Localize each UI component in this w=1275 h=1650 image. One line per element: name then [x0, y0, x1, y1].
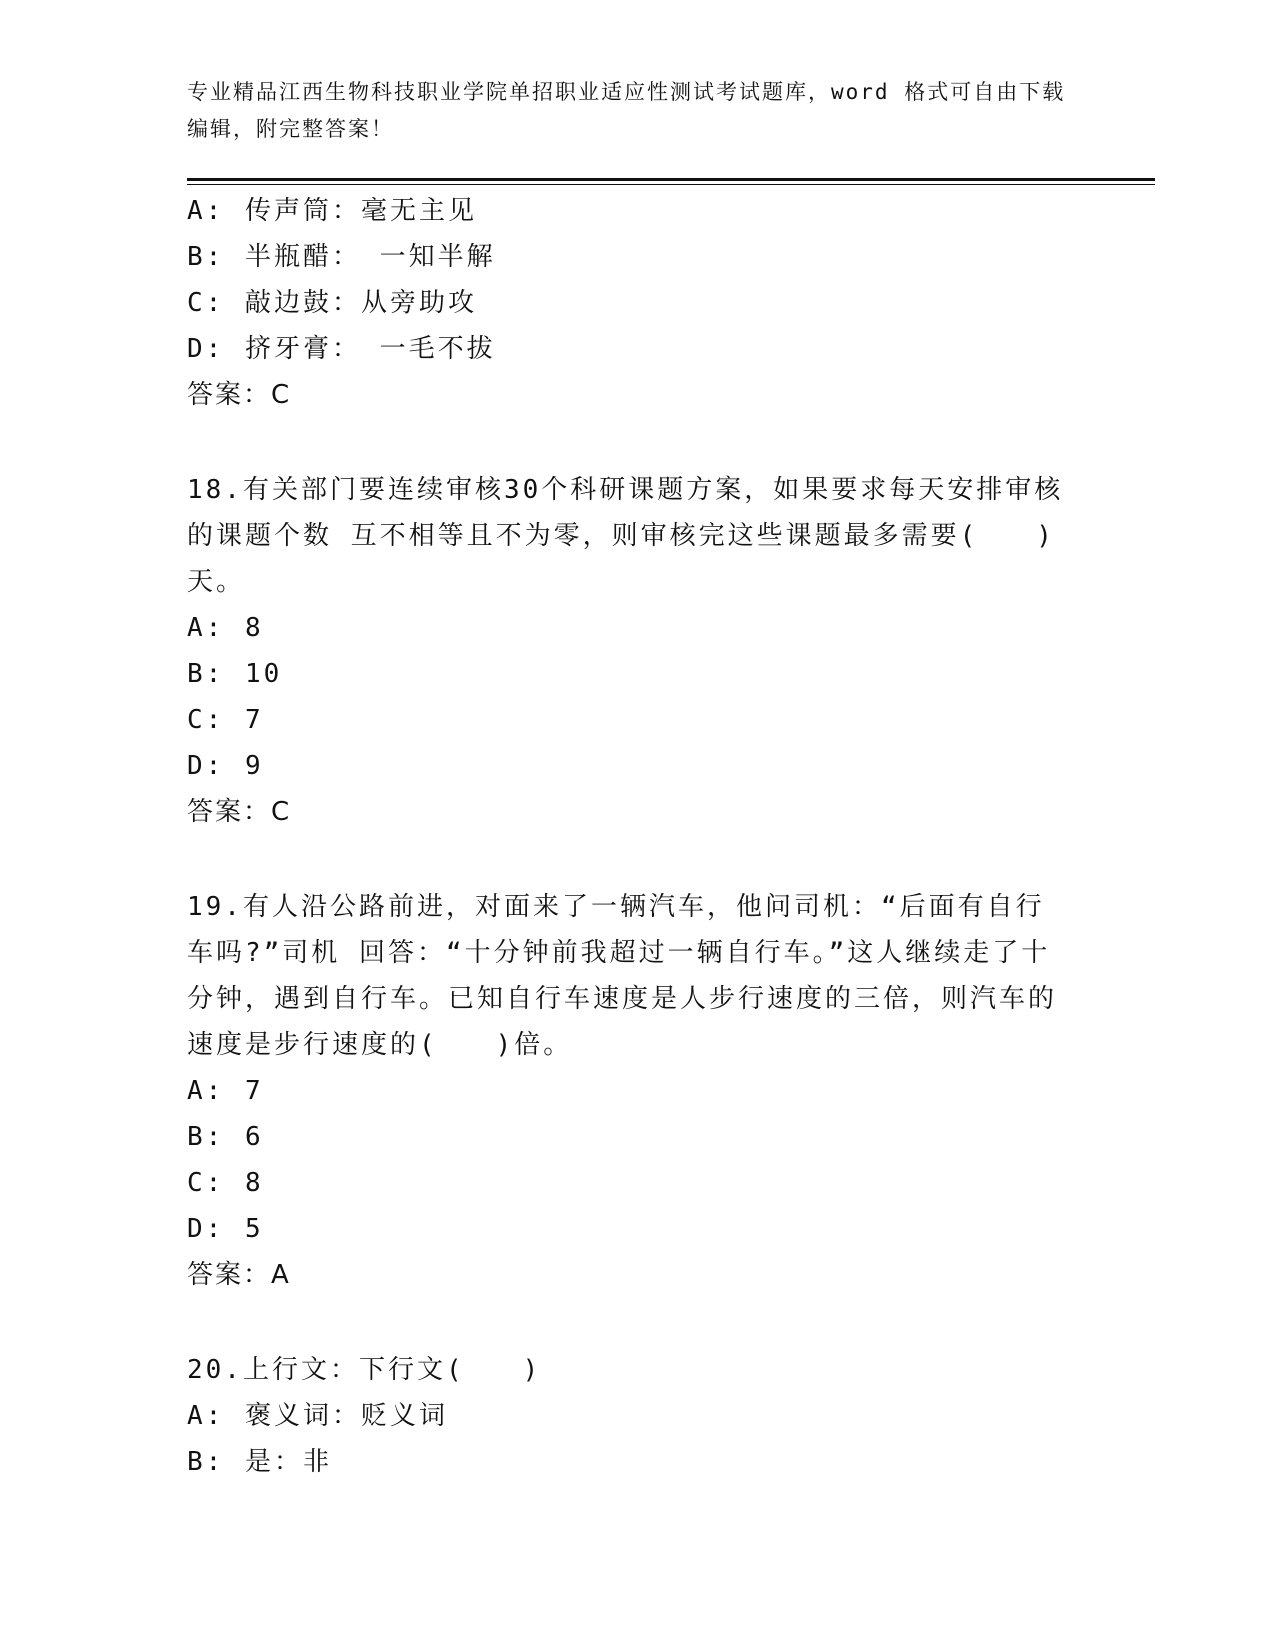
option-b — [187, 651, 1087, 697]
option-letter: B: — [187, 659, 225, 689]
option-text: 是：非 — [245, 1447, 333, 1477]
option-text: 5 — [245, 1214, 264, 1244]
option-c — [187, 1160, 1087, 1206]
option-text: 传声筒：毫无主见 — [245, 196, 478, 226]
answer: 答案：C — [187, 797, 292, 827]
option-letter: C: — [187, 705, 225, 735]
question-17 — [187, 188, 1087, 418]
option-text: 褒义词：贬义词 — [245, 1401, 449, 1431]
option-text: 7 — [245, 1076, 264, 1106]
option-a — [187, 1393, 1087, 1439]
option-a — [187, 188, 1087, 234]
option-letter: A: — [187, 613, 225, 643]
option-text: 9 — [245, 751, 264, 781]
header-rule-thin — [187, 184, 1155, 185]
document-header: 专业精品江西生物科技职业学院单招职业适应性测试考试题库，word 格式可自由下载编辑，附完整答案！ — [187, 80, 1066, 141]
option-letter: C: — [187, 288, 225, 318]
option-text: 挤牙膏： 一毛不拔 — [245, 334, 496, 364]
answer: 答案：A — [187, 1260, 291, 1290]
option-d — [187, 1206, 1087, 1252]
option-letter: C: — [187, 1168, 225, 1198]
option-letter: A: — [187, 196, 225, 226]
question-text: 20.上行文：下行文( ) — [187, 1355, 542, 1385]
option-text: 半瓶醋： 一知半解 — [245, 242, 496, 272]
option-letter: D: — [187, 1214, 225, 1244]
option-letter: B: — [187, 1122, 225, 1152]
option-letter: A: — [187, 1076, 225, 1106]
option-b — [187, 1114, 1087, 1160]
option-text: 10 — [245, 659, 283, 689]
option-letter: D: — [187, 751, 225, 781]
answer: 答案：C — [187, 380, 292, 410]
option-text: 8 — [245, 613, 264, 643]
question-18 — [187, 467, 1087, 835]
question-content — [187, 188, 1087, 1485]
option-b — [187, 1439, 1087, 1485]
option-c — [187, 280, 1087, 326]
option-c — [187, 697, 1087, 743]
option-text: 8 — [245, 1168, 264, 1198]
option-letter: B: — [187, 1447, 225, 1477]
header-rule-thick — [187, 178, 1155, 181]
option-letter: A: — [187, 1401, 225, 1431]
option-letter: D: — [187, 334, 225, 364]
option-d — [187, 743, 1087, 789]
option-a — [187, 1068, 1087, 1114]
option-a — [187, 605, 1087, 651]
question-19 — [187, 884, 1087, 1298]
option-text: 6 — [245, 1122, 264, 1152]
option-d — [187, 326, 1087, 372]
question-text: 18.有关部门要连续审核30个科研课题方案，如果要求每天安排审核的课题个数 互不相等且不为零，则审核完这些课题最多需要( )天。 — [187, 475, 1064, 597]
option-text: 敲边鼓：从旁助攻 — [245, 288, 478, 318]
option-b — [187, 234, 1087, 280]
question-20 — [187, 1347, 1087, 1485]
question-text: 19.有人沿公路前进，对面来了一辆汽车，他问司机：“后面有自行车吗?”司机 回答：“十分钟前我超过一辆自行车。”这人继续走了十分钟，遇到自行车。已知自行车速度是人步行速度的三倍，则汽车的速度是步行速度的( )倍。 — [187, 892, 1058, 1060]
option-letter: B: — [187, 242, 225, 272]
option-text: 7 — [245, 705, 264, 735]
